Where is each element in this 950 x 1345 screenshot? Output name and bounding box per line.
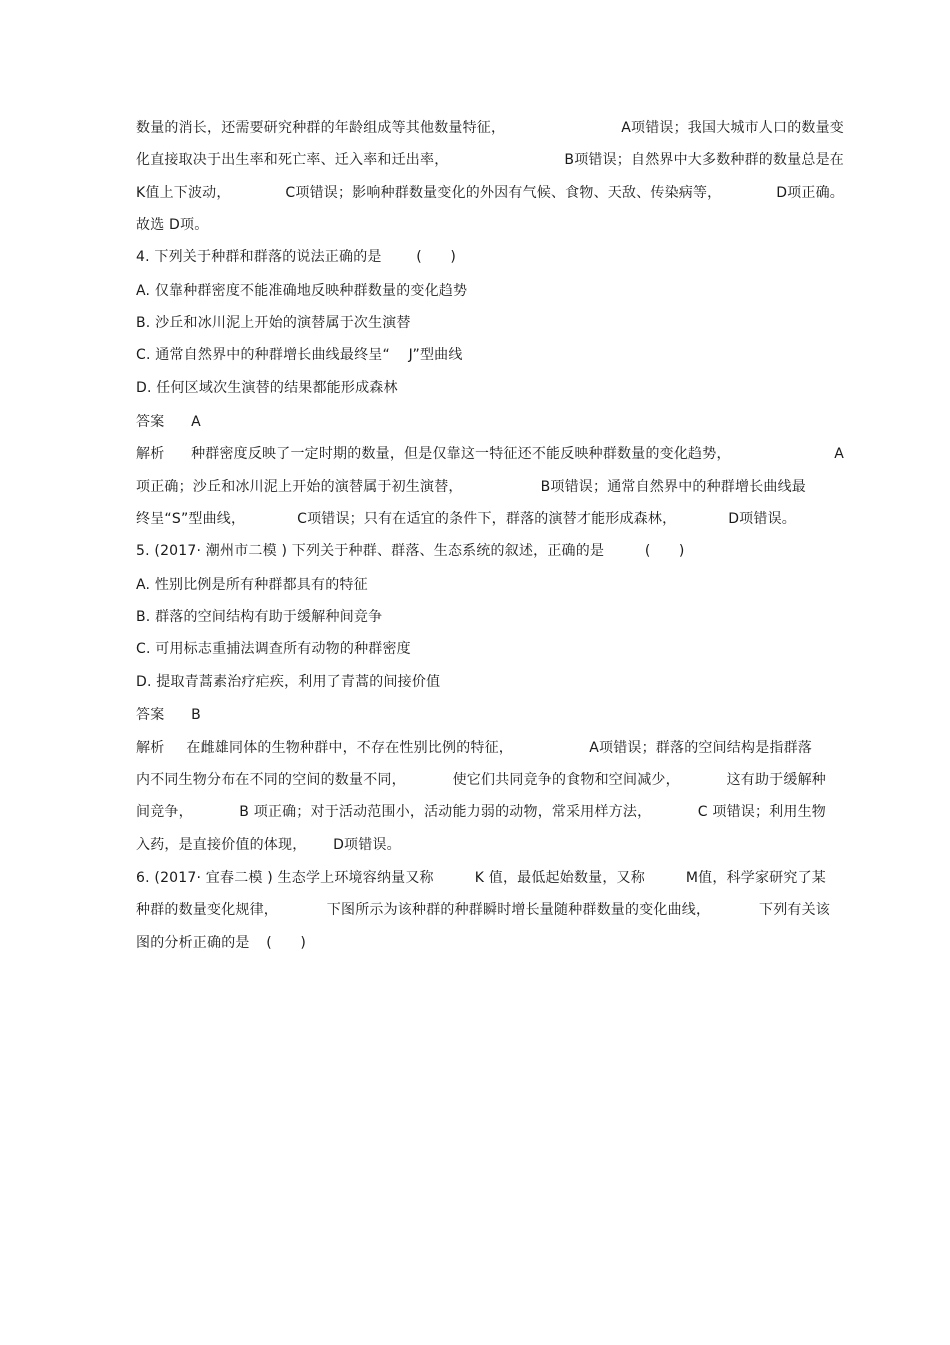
answer-blank: ( ) (644, 543, 685, 559)
text-line (136, 931, 844, 955)
question-text: 5. (2017· 潮州市二模 ) 下列关于种群、群落、生态系统的叙述，正确的是 (136, 543, 605, 559)
text-line (136, 507, 796, 531)
text-line (136, 181, 844, 205)
text-segment: 终呈“S”型曲线， (136, 511, 246, 527)
answer-blank: ( ) (266, 935, 306, 951)
text-line (136, 148, 844, 172)
answer-value: B (191, 707, 201, 723)
text-segment: C 项错误；利用生物 (697, 804, 826, 820)
text-segment: 使它们共同竞争的食物和空间减少， (452, 772, 680, 788)
explanation-label: 解析 (136, 446, 165, 462)
question-5-stem (136, 539, 844, 563)
answer-line (136, 410, 844, 434)
option-c (136, 637, 844, 661)
text-segment: K值上下波动， (136, 185, 231, 201)
text-segment: A (834, 446, 844, 462)
option-text: C. 通常自然界中的种群增长曲线最终呈“ (136, 347, 390, 363)
text-segment: A项错误；我国大城市人口的数量变 (621, 120, 844, 136)
text-line (136, 768, 826, 792)
option-a (136, 279, 844, 303)
question-text: 4. 下列关于种群和群落的说法正确的是 (136, 249, 382, 265)
question-4-stem (136, 245, 844, 269)
option-text: A. 性别比例是所有种群都具有的特征 (136, 577, 368, 593)
option-text: B. 沙丘和冰川泥上开始的演替属于次生演替 (136, 315, 411, 331)
text-segment: D项正确。 (776, 185, 844, 201)
text-segment: C项错误；只有在适宜的条件下，群落的演替才能形成森林， (297, 511, 677, 527)
option-text: D. 提取青蒿素治疗疟疾，利用了青蒿的间接价值 (136, 674, 441, 690)
text-segment: C项错误；影响种群数量变化的外因有气候、食物、天敌、传染病等， (285, 185, 722, 201)
text-line (136, 833, 844, 857)
option-b (136, 311, 844, 335)
option-text: J”型曲线 (408, 347, 463, 363)
answer-label: 答案 (136, 707, 165, 723)
question-text: M值，科学家研究了某 (685, 870, 826, 886)
answer-label: 答案 (136, 414, 165, 430)
text-segment: 这有助于缓解种 (726, 772, 826, 788)
text-segment: 数量的消长，还需要研究种群的年龄组成等其他数量特征， (136, 120, 506, 136)
text-segment: 故选 D项。 (136, 217, 209, 233)
option-text: D. 任何区域次生演替的结果都能形成森林 (136, 380, 398, 396)
explanation-label: 解析 (136, 740, 165, 756)
text-segment: B项错误；自然界中大多数种群的数量总是在 (564, 152, 844, 168)
option-d (136, 670, 844, 694)
text-line (136, 475, 806, 499)
option-c (136, 343, 844, 367)
option-d (136, 376, 844, 400)
option-b (136, 605, 844, 629)
question-6-stem (136, 866, 826, 890)
text-segment: 下图所示为该种群的种群瞬时增长量随种群数量的变化曲线， (326, 902, 711, 918)
answer-line (136, 703, 844, 727)
explanation-line (136, 736, 812, 760)
text-segment: B 项正确；对于活动范围小，活动能力弱的动物，常采用样方法， (239, 804, 652, 820)
option-text: B. 群落的空间结构有助于缓解种间竞争 (136, 609, 383, 625)
answer-value: A (191, 414, 201, 430)
text-segment: 间竞争， (136, 804, 193, 820)
text-segment: 在雌雄同体的生物种群中，不存在性别比例的特征， (186, 740, 514, 756)
text-line (136, 116, 844, 140)
text-line (136, 800, 826, 824)
text-segment: 图的分析正确的是 (136, 935, 250, 951)
text-segment: 化直接取决于出生率和死亡率、迁入率和迁出率， (136, 152, 449, 168)
option-text: A. 仅靠种群密度不能准确地反映种群数量的变化趋势 (136, 283, 468, 299)
option-a (136, 573, 844, 597)
text-segment: B项错误；通常自然界中的种群增长曲线最 (540, 479, 806, 495)
answer-blank: ( ) (416, 249, 456, 265)
question-text: K 值，最低起始数量，又称 (474, 870, 645, 886)
text-segment: 项正确；沙丘和冰川泥上开始的演替属于初生演替， (136, 479, 463, 495)
option-text: C. 可用标志重捕法调查所有动物的种群密度 (136, 641, 411, 657)
text-segment: 种群的数量变化规律， (136, 902, 278, 918)
text-segment: D项错误。 (728, 511, 796, 527)
text-segment: 种群密度反映了一定时期的数量，但是仅靠这一特征还不能反映种群数量的变化趋势， (191, 446, 731, 462)
text-segment: 下列有关该 (759, 902, 830, 918)
explanation-line (136, 442, 844, 466)
text-segment: 入药，是直接价值的体现， (136, 837, 307, 853)
text-segment: A项错误；群落的空间结构是指群落 (589, 740, 812, 756)
text-line (136, 213, 844, 237)
text-line (136, 898, 830, 922)
text-segment: 内不同生物分布在不同的空间的数量不同， (136, 772, 406, 788)
question-text: 6. (2017· 宜春二模 ) 生态学上环境容纳量又称 (136, 870, 434, 886)
text-segment: D项错误。 (333, 837, 401, 853)
